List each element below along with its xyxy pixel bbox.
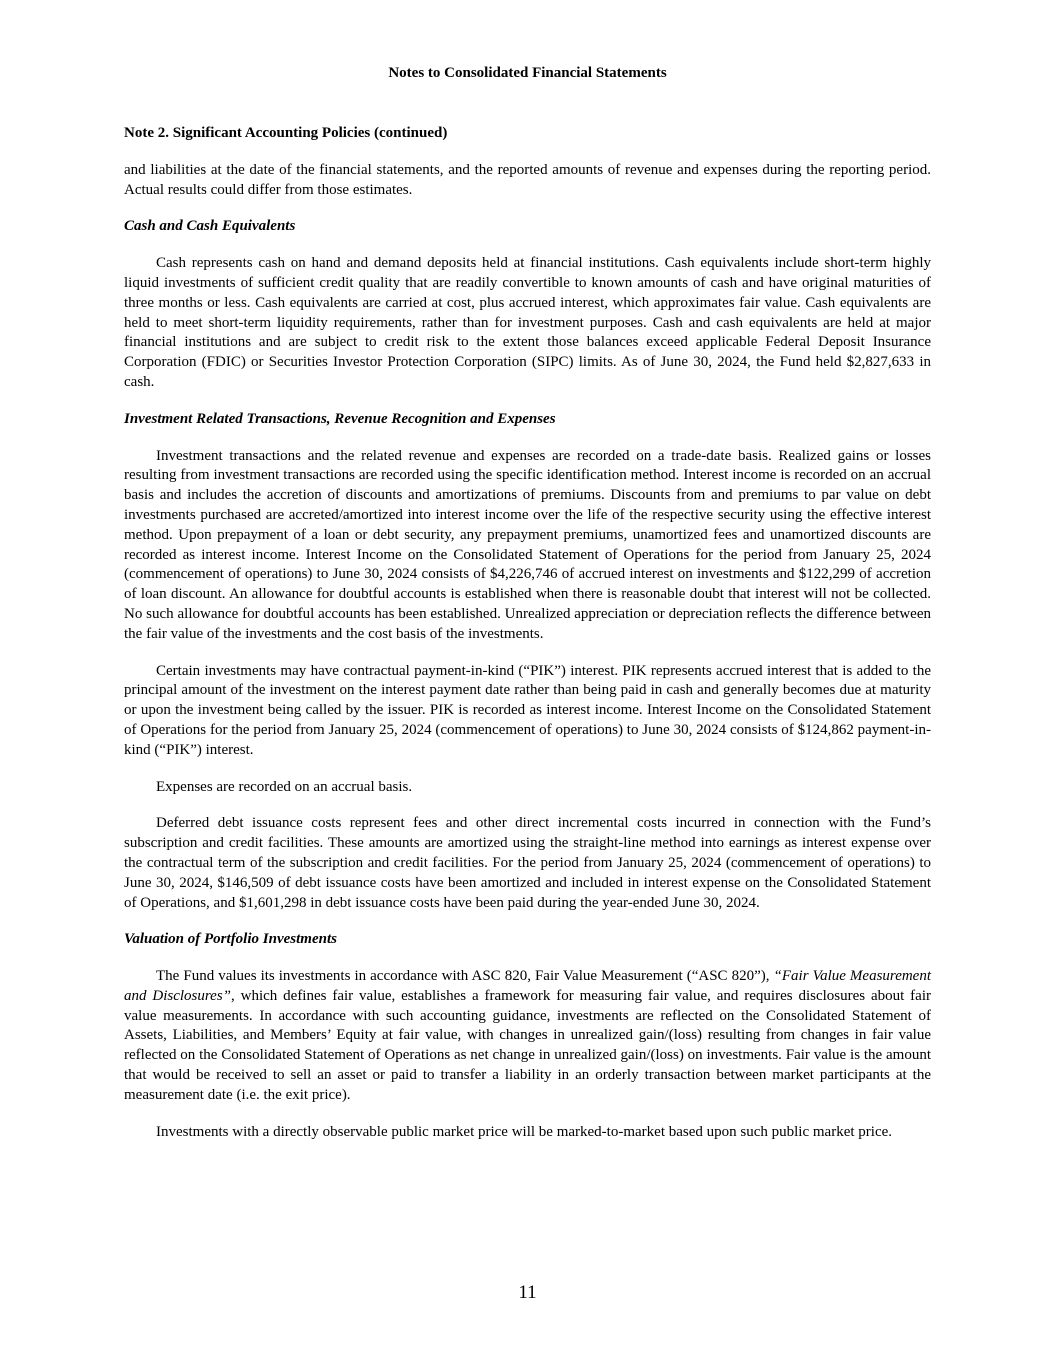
document-page	[124, 0, 931, 1365]
page-header: Notes to Consolidated Financial Statements	[388, 65, 667, 81]
cash-heading: Cash and Cash Equivalents	[124, 218, 296, 235]
public-market-paragraph: Investments with a directly observable public market price will be marked-to-market based upon such public market price.	[156, 1123, 893, 1140]
deferred-costs-paragraph: Deferred debt issuance costs represent fees and other direct incremental costs incurred in connection with the Fund’s subscription and credit facilities. These amounts are amortized using the straight-line method into earnings as interest expense over the contractual term of the subscription and credit facilities. For the period from January 25, 2024 (commencement of operations) to June 30, 2024, $146,509 of debt issuance costs have been amortized and included in interest expense on the Consolidated Statement of Operations, and $1,601,298 in debt issuance costs have been paid during the year-ended June 30, 2024.	[124, 815, 931, 911]
investment-paragraph-2: Certain investments may have contractual payment-in-kind (“PIK”) interest. PIK represents accrued interest that is added to the principal amount of the investment on the interest payment date rather than being paid in cash and generally becomes due at maturity or upon the investment being called by the issuer. PIK is recorded as interest income. Interest Income on the Consolidated Statement of Operations for the period from January 25, 2024 (commencement of operations) to June 30, 2024 consists of $124,862 payment-in-kind (“PIK”) interest.	[124, 662, 931, 758]
page-number: 11	[518, 1282, 537, 1303]
valuation-text-end: , which defines fair value, establishes a framework for measuring fair value, and requires disclosures about fair value measurements. In accordance with such accounting guidance, investments are reflected on the Consolidated Statement of Assets, Liabilities, and Members’ Equity at fair value, with changes in unrealized gain/(loss) resulting from changes in fair value reflected on the Consolidated Statement of Operations as net change in unrealized gain/(loss) on investments. Fair value is the amount that would be received to sell an asset or paid to transfer a liability in an orderly transaction between market participants at the measurement date (i.e. the exit price).	[124, 987, 931, 1103]
expenses-paragraph: Expenses are recorded on an accrual basis.	[156, 778, 413, 795]
intro-paragraph: and liabilities at the date of the financial statements, and the reported amounts of revenue and expenses during the reporting period. Actual results could differ from those estimates.	[124, 161, 931, 198]
valuation-paragraph	[124, 967, 931, 1106]
cash-paragraph: Cash represents cash on hand and demand deposits held at financial institutions. Cash equivalents include short-term highly liquid investments of sufficient credit quality that are readily convertible to known amounts of cash and have original maturities of three months or less. Cash equivalents are carried at cost, plus accrued interest, which approximates fair value. Cash equivalents are held to meet short-term liquidity requirements, rather than for investment purposes. Cash and cash equivalents are held at major financial institutions and are subject to credit risk to the extent those balances exceed applicable Federal Deposit Insurance Corporation (FDIC) or Securities Investor Protection Corporation (SIPC) limits. As of June 30, 2024, the Fund held $2,827,633 in cash.	[124, 255, 931, 390]
investment-paragraph-1: Investment transactions and the related revenue and expenses are recorded on a trade-date basis. Realized gains or losses resulting from investment transactions are recorded using the specific identification method. Interest income is recorded on an accrual basis and includes the accretion of discounts and amortizations of premiums. Discounts from and premiums to par value on debt investments purchased are accreted/amortized into interest income over the life of the respective security using the effective interest method. Upon prepayment of a loan or debt security, any prepayment premiums, unamortized fees and unamortized discounts are recorded as interest income. Interest Income on the Consolidated Statement of Operations for the period from January 25, 2024 (commencement of operations) to June 30, 2024 consists of $4,226,746 of accrued interest on investments and $122,299 of accretion of loan discount. An allowance for doubtful accounts is established when there is reasonable doubt that interest will not be collected. No such allowance for doubtful accounts has been established. Unrealized appreciation or depreciation reflects the difference between the fair value of the investments and the cost basis of the investments.	[124, 447, 931, 642]
valuation-italic-title: “Fair Value Measurement and Disclosures”	[124, 968, 932, 1004]
note-title: Note 2. Significant Accounting Policies (continued)	[124, 125, 448, 141]
investment-heading: Investment Related Transactions, Revenue Recognition and Expenses	[124, 410, 556, 427]
page-content	[124, 124, 931, 1159]
valuation-heading: Valuation of Portfolio Investments	[124, 931, 337, 948]
valuation-text-start: The Fund values its investments in accordance with ASC 820, Fair Value Measurement (“ASC 820”),	[156, 968, 774, 985]
